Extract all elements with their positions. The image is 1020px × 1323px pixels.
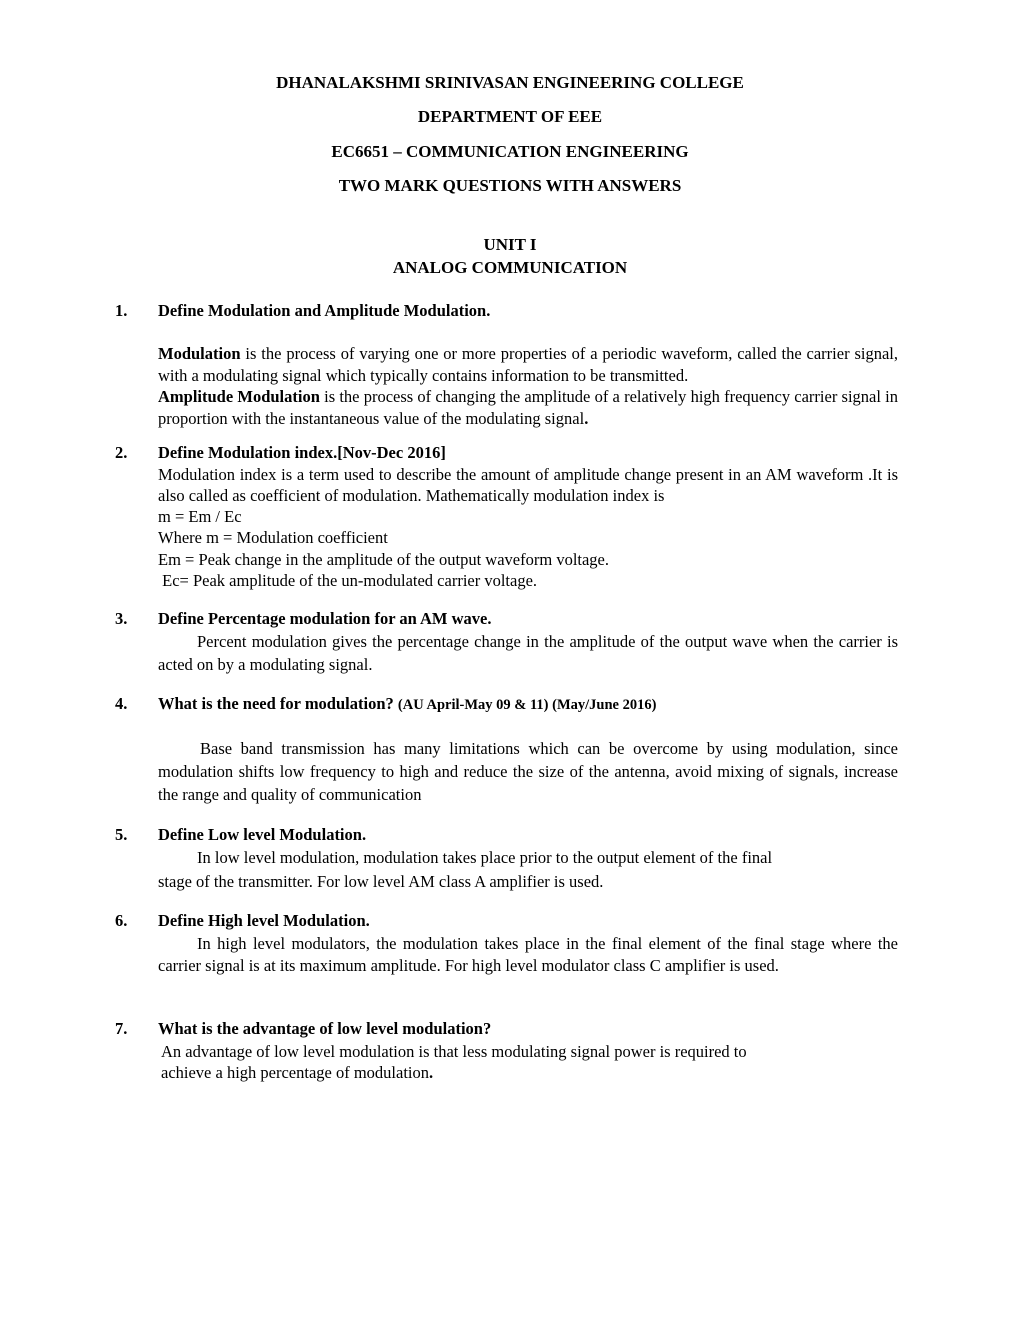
- unit-number: UNIT I: [483, 235, 537, 254]
- answer-3: Percent modulation gives the percentage change in the amplitude of the output wave when the carrier is acted on by a modulating signal.: [158, 632, 898, 674]
- question-title: Define Percentage modulation for an AM wave.: [158, 609, 492, 628]
- formula: m = Em / Ec: [158, 507, 242, 526]
- answer-2: Modulation index is a term used to describe the amount of amplitude change present in an AM waveform .It is also called as coefficient of modulation. Mathematically modulation index is: [158, 465, 898, 505]
- department-name: DEPARTMENT OF EEE: [417, 107, 603, 126]
- where-line-3: Ec= Peak amplitude of the un-modulated carrier voltage.: [158, 571, 538, 590]
- answer-6: In high level modulators, the modulation takes place in the final element of the final stage where the carrier signal is at its maximum amplitude. For high level modulator class C amplifier is used.: [158, 934, 898, 975]
- answer-end: .: [584, 408, 589, 428]
- where-line-2: Em = Peak change in the amplitude of the output waveform voltage.: [158, 550, 610, 569]
- answer-7-line-1: An advantage of low level modulation is that less modulating signal power is required to: [161, 1042, 747, 1061]
- question-number: 7.: [115, 1019, 128, 1038]
- question-title: Define Low level Modulation.: [158, 825, 367, 844]
- question-title: Define Modulation and Amplitude Modulation.: [158, 301, 491, 320]
- question-number: 1.: [115, 301, 128, 320]
- answer-1: [158, 343, 898, 429]
- course-title: EC6651 – COMMUNICATION ENGINEERING: [331, 142, 689, 161]
- answer-end: .: [429, 1063, 434, 1082]
- answer-7-line-2: [161, 1062, 433, 1083]
- question-title: [158, 694, 656, 715]
- question-number: 4.: [115, 694, 128, 713]
- question-number: 2.: [115, 443, 128, 462]
- answer-text: achieve a high percentage of modulation: [161, 1063, 430, 1082]
- answer-4: Base band transmission has many limitations which can be overcome by using modulation, since modulation shifts low frequency to high and reduce the size of the antenna, avoid mixing of signals, increase the range and quality of communication: [158, 739, 898, 804]
- question-title: Define High level Modulation.: [158, 911, 370, 930]
- college-name: DHANALAKSHMI SRINIVASAN ENGINEERING COLLEGE: [276, 73, 744, 92]
- question-title: Define Modulation index.[Nov-Dec 2016]: [158, 443, 446, 462]
- where-line-1: Where m = Modulation coefficient: [158, 528, 388, 547]
- answer-text: is the process of changing the amplitude of a relatively high frequency carrier signal in proportion with the instantaneous value of the modulating signal: [158, 387, 898, 428]
- term-amplitude-modulation: Amplitude Modulation: [158, 387, 320, 406]
- answer-text: is the process of varying one or more properties of a periodic waveform, called the carrier signal, with a modulating signal which typically contains information to be transmitted.: [158, 344, 898, 385]
- answer-5-line-1: In low level modulation, modulation takes place prior to the output element of the final: [197, 848, 773, 867]
- question-number: 3.: [115, 609, 128, 628]
- question-title: What is the advantage of low level modulation?: [158, 1019, 492, 1038]
- term-modulation: Modulation: [158, 344, 241, 363]
- document-subtitle: TWO MARK QUESTIONS WITH ANSWERS: [338, 176, 682, 195]
- question-exam-note: (AU April-May 09 & 11) (May/June 2016): [397, 697, 657, 713]
- answer-5-line-2: stage of the transmitter. For low level AM class A amplifier is used.: [158, 872, 604, 891]
- unit-title: ANALOG COMMUNICATION: [392, 258, 628, 277]
- question-title-text: What is the need for modulation?: [158, 694, 394, 713]
- question-number: 5.: [115, 825, 128, 844]
- question-number: 6.: [115, 911, 128, 930]
